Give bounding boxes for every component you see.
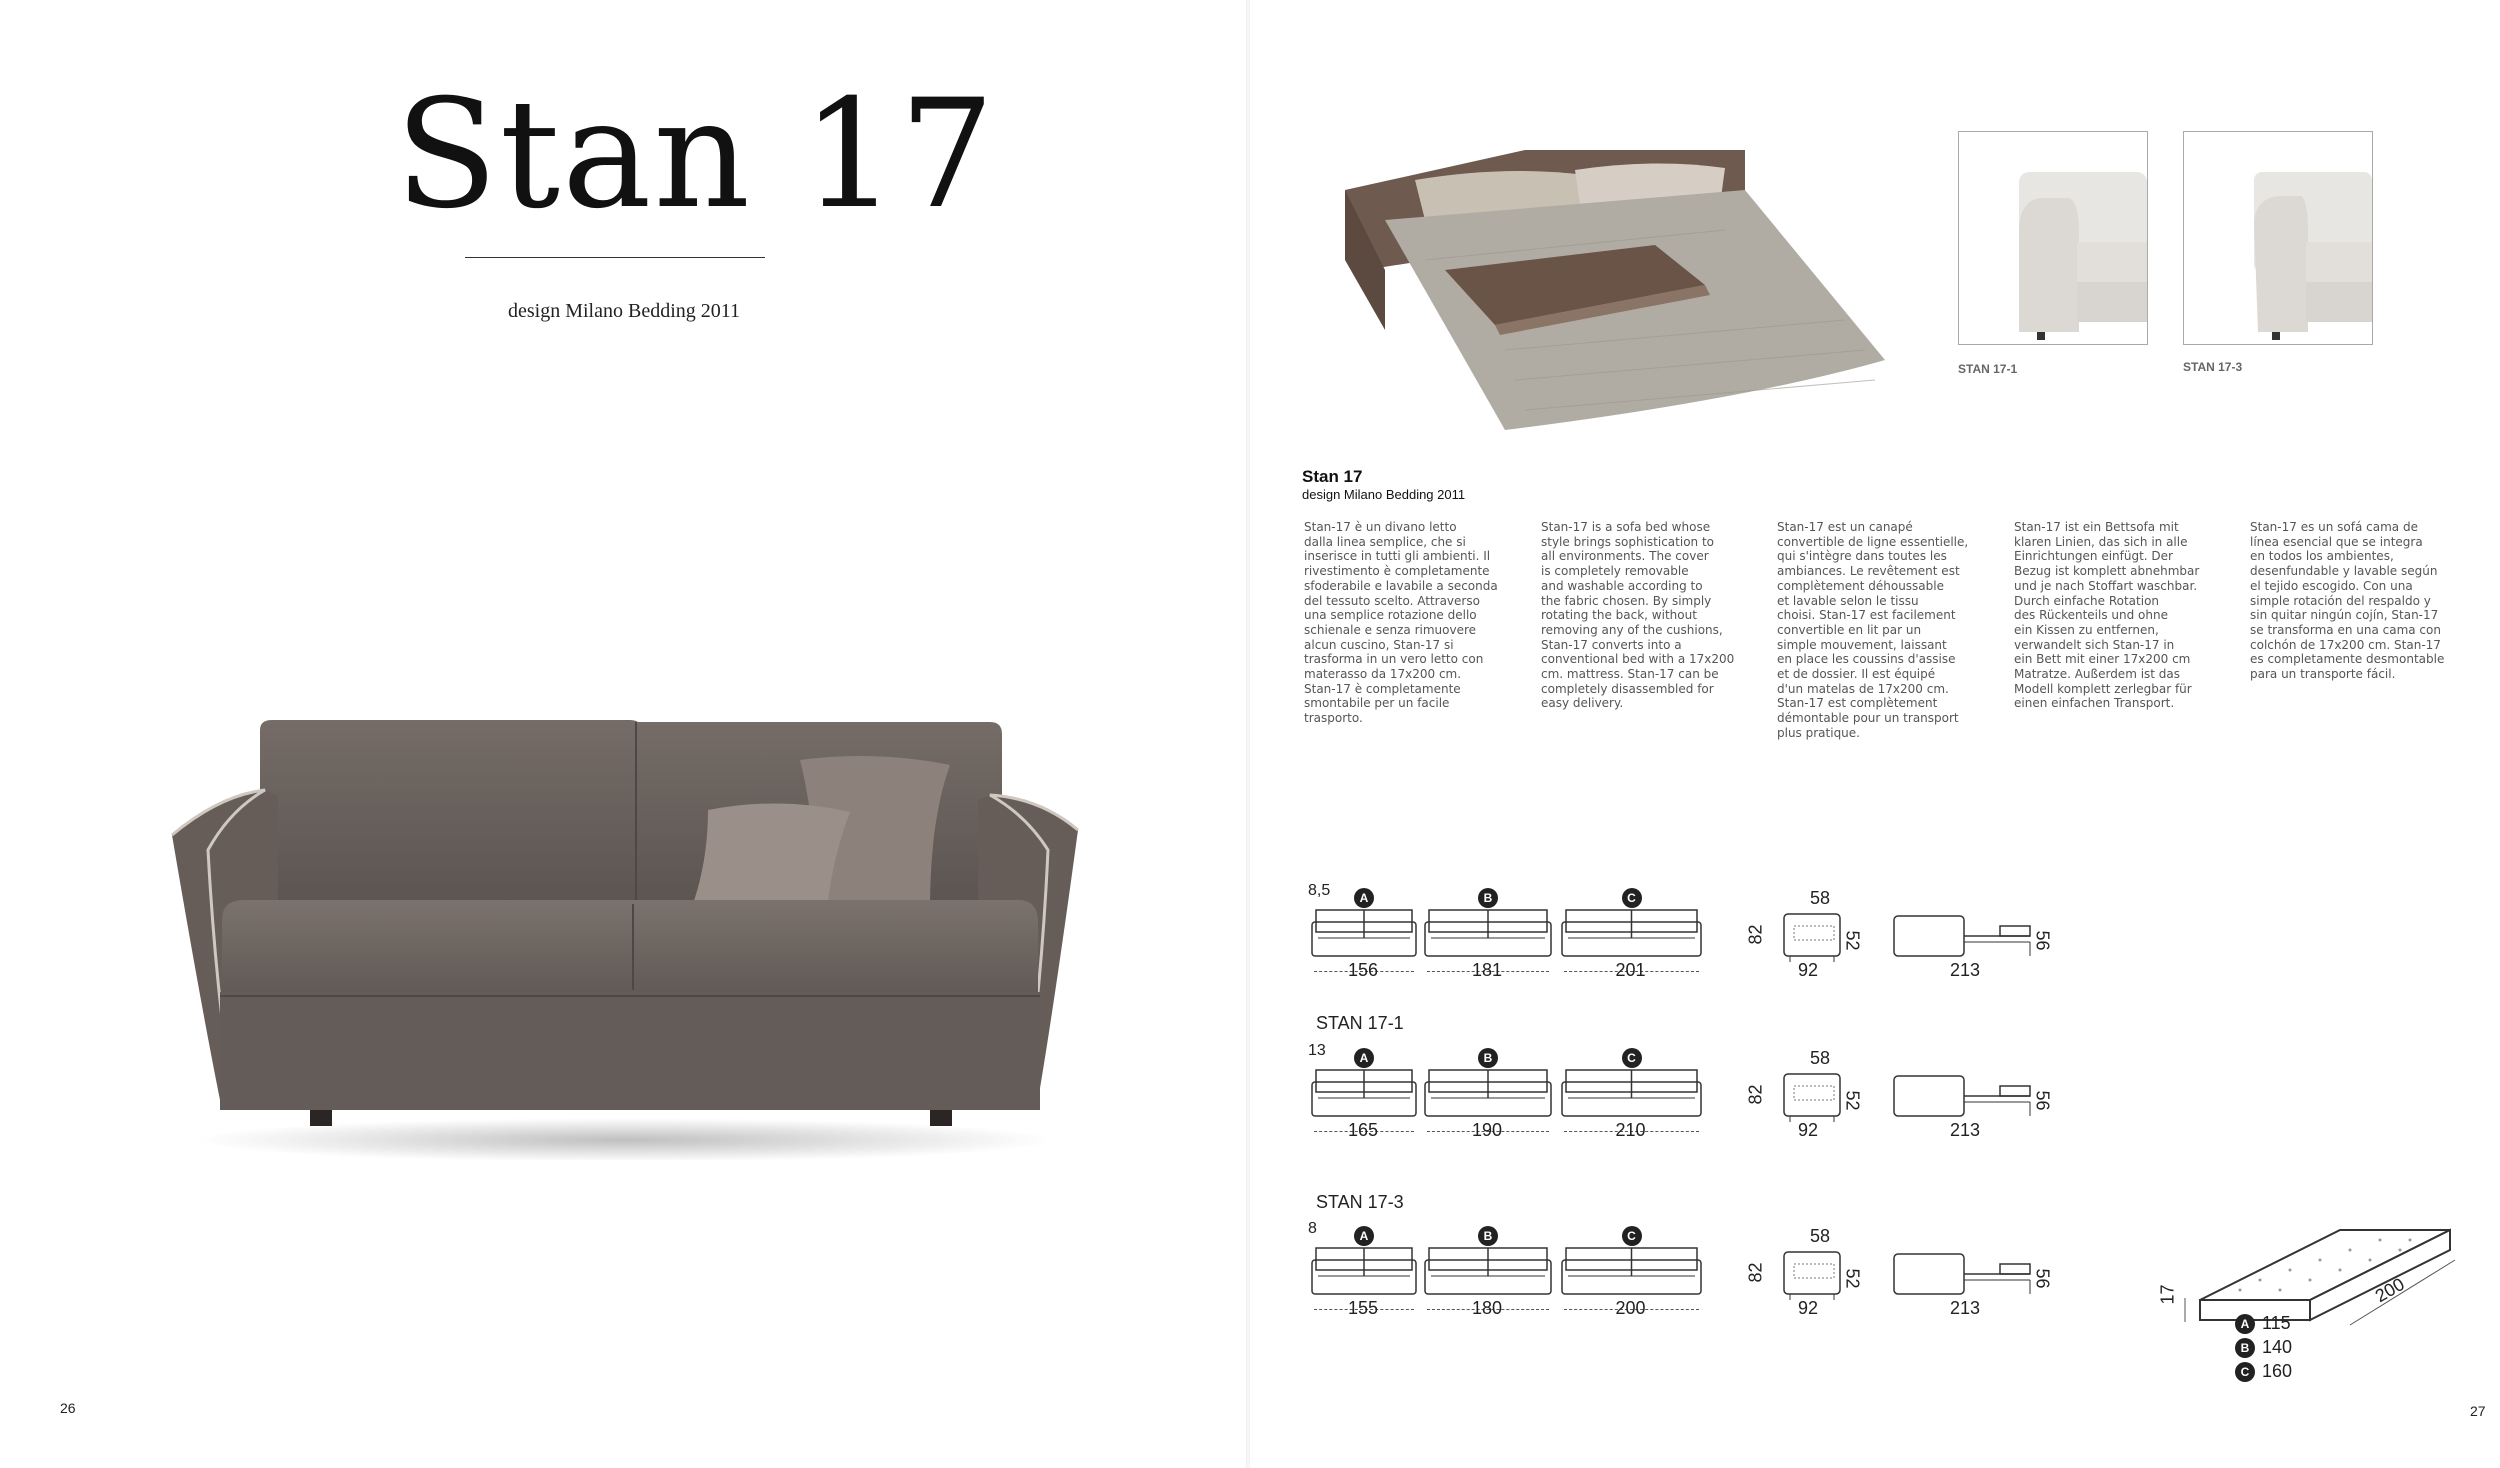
sofa-width-value: 156 [1348,960,1379,980]
sofa-front-outline [1423,1068,1555,1128]
design-credit: design Milano Bedding 2011 [507,300,741,322]
sofa-front-outline [1560,1246,1705,1306]
sofa-width-value: 180 [1472,1298,1503,1318]
variant-badge-c: C [1622,1048,1642,1068]
mattress-diagram [2150,1220,2470,1380]
mattress-badge-b: B [2235,1338,2255,1358]
mattress-width-value: 115 [2262,1313,2291,1333]
back-depth-value: 58 [1810,1048,1831,1068]
description-italian: Stan-17 è un divano letto dalla linea semplice, che si inserisce in tutti gli ambienti. Il rivestimento è completamente sfoderabile e lavabile a seconda del tessuto scelto. Attraverso una semplice rotazione dello schienale e senza rimuovere alcun cuscino, Stan-17 si trasforma in un vero letto con materasso da 17x200 cm. Stan-17 è completamente smontabile per un facile trasporto. [1304,520,1498,726]
description-english: Stan-17 is a sofa bed whose style brings sophistication to all environments. The cover is completely removable and washable according to the fabric chosen. By simply rotating the back, without removing any of the cushions, Stan-17 converts into a conventional bed with a 17x200 cm. mattress. Stan-17 can be completely disassembled for easy delivery. [1541,520,1735,711]
bed-length-value: 213 [1950,960,1981,980]
product-title: Stan 17 [1302,467,1363,486]
dimension-row-label: STAN 17-3 [1316,1192,1404,1212]
stan-17-1-caption: STAN 17-1 [1958,362,2018,376]
description-german: Stan-17 ist ein Bettsofa mit klaren Linien, das sich in alle Einrichtungen einfügt. Der Bezug ist komplett abnehmbar und je nach Stoffart waschbar. Durch einfache Rotation des Rückenteils und ohne ein Kissen zu entfernen, verwandelt sich Stan-17 in ein Bett mit einer 17x200 cm Matratze. Außerdem ist das Modell komplett zerlegbar für einen einfachen Transport. [2014,520,2200,711]
sofa-width-value: 200 [1615,1298,1646,1318]
page-title: Stan 17 [395,68,997,242]
stan-17-3-thumbnail [2183,131,2373,345]
variant-badge-b: B [1478,888,1498,908]
variant-badge-a: A [1354,1048,1374,1068]
mattress-thickness: 17 [2157,1284,2178,1305]
sofa-front-outline [1560,1068,1705,1128]
sofa-width-value: 201 [1615,960,1646,980]
depth-value: 92 [1798,1120,1819,1140]
back-depth-value: 58 [1810,1226,1831,1246]
arm-width-value: 13 [1308,1042,1326,1059]
variant-badge-a: A [1354,1226,1374,1246]
left-page [0,0,1248,1468]
sofa-front-outline [1423,1246,1555,1306]
sofa-hero-image [160,700,1090,1160]
bed-height-value: 56 [2032,930,2053,951]
stan-17-1-thumbnail [1958,131,2148,345]
variant-badge-c: C [1622,888,1642,908]
page-number-right: 27 [2470,1403,2486,1419]
sofa-width-value: 190 [1472,1120,1503,1140]
variant-badge-c: C [1622,1226,1642,1246]
sofa-bed-open-image [1325,150,1885,440]
description-spanish: Stan-17 es un sofá cama de línea esencial que se integra en todos los ambientes, desenfundable y lavable según el tejido escogido. Con una simple rotación del respaldo y sin quitar ningún cojín, Stan-17 se transforma en una cama con colchón de 17x200 cm. Stan-17 es completamente desmontable para un transporte fácil. [2250,520,2445,682]
height-value: 82 [1745,924,1766,945]
depth-value: 92 [1798,1298,1819,1318]
title-divider [465,257,765,258]
sofa-width-value: 155 [1348,1298,1379,1318]
variant-badge-b: B [1478,1226,1498,1246]
sofa-width-value: 181 [1472,960,1503,980]
description-french: Stan-17 est un canapé convertible de ligne essentielle, qui s'intègre dans toutes les ambiances. Le revêtement est complètement déhoussable et lavable selon le tissu choisi. Stan-17 est facilement convertible en lit par un simple mouvement, laissant en place les coussins d'assise et de dossier. Il est équipé d'un matelas de 17x200 cm. Stan-17 est complètement démontable pour un transport plus pratique. [1777,520,1969,740]
sofa-width-value: 165 [1348,1120,1379,1140]
sofa-front-outline [1560,908,1705,968]
mattress-badge-a: A [2235,1314,2255,1334]
mattress-badge-c: C [2235,1362,2255,1382]
sofa-width-value: 210 [1615,1120,1646,1140]
sofa-front-outline [1423,908,1555,968]
sofa-front-outline [1310,908,1420,968]
book-spine [1246,0,1250,1468]
mattress-width-value: 160 [2262,1361,2293,1381]
bed-height-value: 56 [2032,1090,2053,1111]
back-depth-value: 58 [1810,888,1831,908]
seat-height-value: 52 [1842,1268,1863,1289]
mattress-width-value: 140 [2262,1337,2293,1357]
dimension-row-label: STAN 17-1 [1316,1013,1404,1033]
height-value: 82 [1745,1084,1766,1105]
height-value: 82 [1745,1262,1766,1283]
bed-height-value: 56 [2032,1268,2053,1289]
sofa-front-outline [1310,1068,1420,1128]
bed-length-value: 213 [1950,1120,1981,1140]
mattress-length: 200 [2371,1273,2408,1307]
arm-width-value: 8 [1308,1220,1317,1237]
bed-length-value: 213 [1950,1298,1981,1318]
seat-height-value: 52 [1842,1090,1863,1111]
variant-badge-b: B [1478,1048,1498,1068]
variant-badge-a: A [1354,888,1374,908]
arm-width-value: 8,5 [1308,882,1331,899]
stan-17-3-caption: STAN 17-3 [2183,360,2243,374]
sofa-front-outline [1310,1246,1420,1306]
product-design-credit: design Milano Bedding 2011 [1302,487,1466,502]
depth-value: 92 [1798,960,1819,980]
page-number-left: 26 [60,1400,76,1416]
seat-height-value: 52 [1842,930,1863,951]
